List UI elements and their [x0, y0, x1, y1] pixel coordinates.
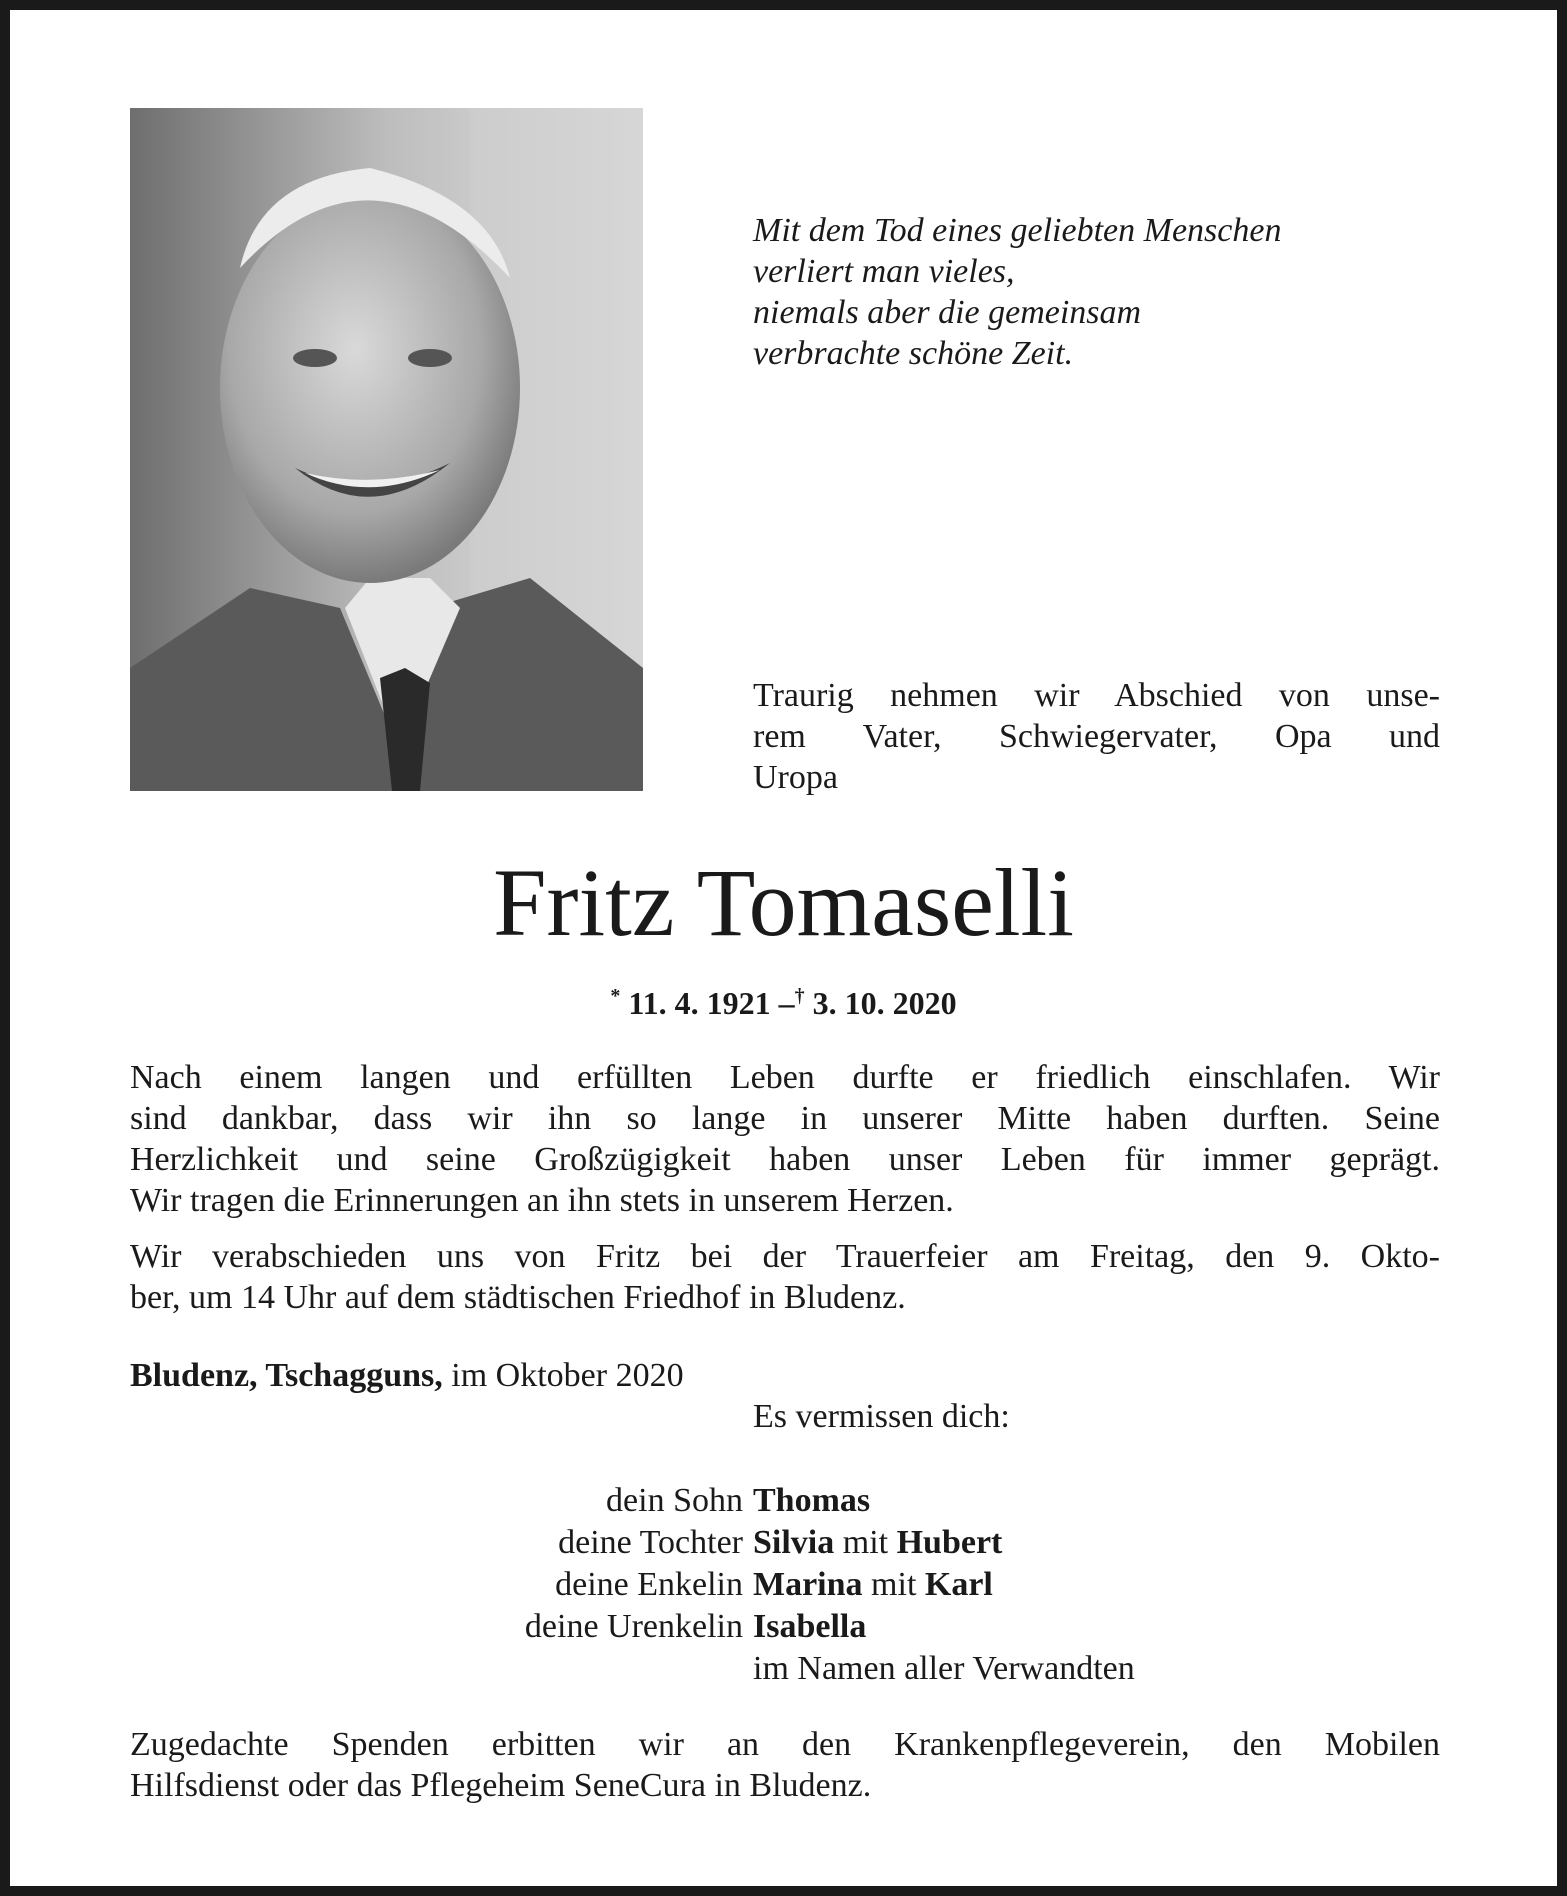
mourner-row [310, 1522, 1510, 1564]
paragraph-life [130, 1057, 1440, 1221]
mourners-heading: Es vermissen dich: [753, 1398, 1010, 1435]
portrait-photo [130, 108, 643, 791]
mourner-names: Isabella [753, 1608, 867, 1645]
intro-line: Uropa [753, 759, 838, 796]
donation-line: Zugedachte Spenden erbitten wir an den Krankenpflegeverein, den Mobilen [130, 1726, 1440, 1763]
mourners-list [310, 1480, 1510, 1690]
date-separator: – [778, 985, 795, 1021]
mourner-row [310, 1648, 1510, 1690]
paragraph-line: Herzlichkeit und seine Großzügigkeit haben unser Leben für immer geprägt. [130, 1141, 1440, 1178]
mourners-closing: im Namen aller Verwandten [753, 1650, 1135, 1687]
donation-note [130, 1724, 1440, 1806]
mourner-relation: deine Enkelin [555, 1566, 743, 1603]
portrait-image [130, 108, 643, 791]
intro-line: Traurig nehmen wir Abschied von unse- [753, 677, 1440, 714]
farewell-intro [753, 675, 1440, 798]
mourner-row [310, 1606, 1510, 1648]
quote-line: verliert man vieles, [753, 253, 1015, 290]
life-dates [10, 976, 1557, 1023]
deceased-name: Fritz Tomaselli [493, 849, 1074, 956]
donation-line: Hilfsdienst oder das Pflegeheim SeneCura in Bludenz. [130, 1767, 872, 1804]
quote-line: Mit dem Tod eines geliebten Menschen [753, 212, 1282, 249]
paragraph-line: ber, um 14 Uhr auf dem städtischen Friedhof in Bludenz. [130, 1279, 906, 1316]
paragraph-line: sind dankbar, dass wir ihn so lange in unserer Mitte haben durften. Seine [130, 1100, 1440, 1137]
quote-line: verbrachte schöne Zeit. [753, 335, 1074, 372]
place-and-date [130, 1355, 1440, 1396]
mourner-relation: deine Tochter [558, 1524, 743, 1561]
birth-symbol: * [610, 985, 621, 1007]
paragraph-line: Wir tragen die Erinnerungen an ihn stets in unserem Herzen. [130, 1182, 954, 1219]
mourner-names: Marina mit Karl [753, 1566, 993, 1603]
paragraph-funeral [130, 1236, 1440, 1318]
mourner-relation: deine Urenkelin [524, 1608, 743, 1645]
memorial-quote [753, 210, 1473, 374]
date-text: im Oktober 2020 [451, 1357, 684, 1394]
intro-line: rem Vater, Schwiegervater, Opa und [753, 718, 1440, 755]
quote-line: niemals aber die gemeinsam [753, 294, 1142, 331]
mourner-row [310, 1564, 1510, 1606]
death-symbol: † [794, 985, 805, 1007]
obituary-card [10, 10, 1557, 1886]
mourner-row [310, 1480, 1510, 1522]
mourner-names: Thomas [753, 1482, 871, 1519]
mourner-relation: dein Sohn [606, 1482, 743, 1519]
paragraph-line: Nach einem langen und erfüllten Leben durfte er friedlich einschlafen. Wir [130, 1059, 1440, 1096]
paragraph-line: Wir verabschieden uns von Fritz bei der Trauerfeier am Freitag, den 9. Okto- [130, 1238, 1440, 1275]
mourner-names: Silvia mit Hubert [753, 1524, 1003, 1561]
places: Bludenz, Tschagguns, [130, 1357, 443, 1394]
birth-date: 11. 4. 1921 [628, 985, 771, 1021]
death-date: 3. 10. 2020 [812, 985, 957, 1021]
